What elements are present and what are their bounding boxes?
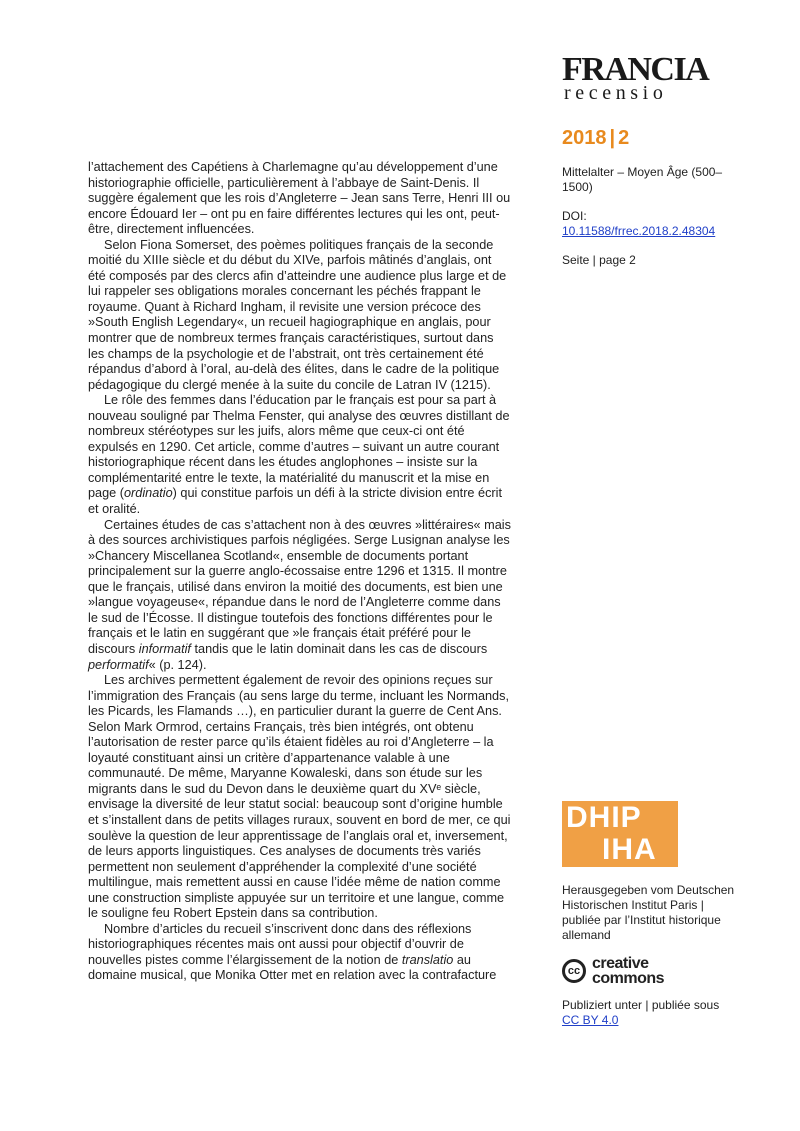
logo-subtitle: recensio bbox=[564, 82, 668, 104]
dhip-logo-text: DHIP bbox=[566, 801, 642, 834]
page-info: Seite | page 2 bbox=[562, 253, 636, 267]
doi-link[interactable]: 10.11588/frrec.2018.2.48304 bbox=[562, 224, 716, 238]
text-run: « (p. 124). bbox=[148, 657, 207, 672]
text-run: au domaine musical, que Monika Otter met en relation avec la contrafacture bbox=[88, 952, 497, 983]
license-text: Publiziert unter | publiée sous bbox=[562, 998, 720, 1012]
cc-icon: cc bbox=[562, 959, 586, 983]
paragraph-2: Selon Fiona Somerset, des poèmes politiques français de la seconde moitié du XIIIe siècle et du début du XIVe, parfois mâtinés d’anglais, ont été composés par des clercs afin d’atteindre une audience plus large et de lui rappeler ses obligations morales concernant les péchés frappant le royaume. Quant à Richard Ingham, il revisite une version précoce des »South English Legendary«, un recueil hagiographique en anglais, pour montrer que de nombreux termes français caractéristiques, surtout dans les champs de la psychologie et de l’abstrait, ont très certainement été répandus d’abord à l’oral, au-delà des élites, dans le cadre de la politique pédagogique du clergé menée à la suite du concile de Latran IV (1215). bbox=[88, 237, 507, 392]
text-run: Certaines études de cas s’attachent non à des œuvres »littéraires« mais à des sources archivistiques parfois négligées. Serge Lusignan analyse les »Chancery Miscellanea Scotland«, ensemble de documents portant principalement sur la guerre anglo-écossaise entre 1296 et 1315. Il montre que le français, utilisé dans environ la moitié des documents, est bien une »langue voyageuse«, répandue dans le nord de l’Angleterre comme dans le sud de l’Écosse. Il distingue toutefois des fonctions différentes pour le français et le latin en suggérant que »le français était préféré pour le discours bbox=[88, 517, 511, 656]
doi-label: DOI: bbox=[562, 209, 587, 223]
paragraph-5: Les archives permettent également de revoir des opinions reçues sur l’immigration des Français (au sens large du terme, incluant les Normands, les Picards, les Flamands …), en particulier durant la guerre de Cent Ans. Selon Mark Ormrod, certains Français, très bien intégrés, ont obtenu l’autorisation de rester parce qu’ils étaient fidèles au roi d’Angleterre – la loyauté constituant ainsi un critère d’appartenance valable à une communauté. De même, Maryanne Kowaleski, dans son étude sur les migrants dans le sud du Devon dans le deuxième quart du XVᵉ siècle, envisage la diversité de leur statut social: beaucoup sont d’origine humble et s’installent dans de petits villages ruraux, souvent en bord de mer, ce qui soulève la question de leur apprentissage de l’anglais oral et, inversement, de leurs apports linguistiques. Ces analyses de documents très variés permettent non seulement d’appréhender la complexité d’une société multilingue, mais remettent aussi en cause l’idée même de nation comme une construction simpliste appuyée sur un territoire et une langue, comme le souligne feu Robert Epstein dans sa contribution. bbox=[88, 673, 511, 921]
paragraph-3 bbox=[88, 393, 512, 517]
emphasis: translatio bbox=[401, 952, 454, 967]
paragraph-6 bbox=[88, 922, 512, 984]
emphasis: performatif bbox=[88, 657, 149, 672]
period-label: Mittelalter – Moyen Âge (500–1500) bbox=[562, 165, 723, 194]
issue-number bbox=[562, 126, 742, 150]
creative-commons-logo bbox=[562, 957, 702, 987]
dhip-iha-logo bbox=[562, 801, 678, 867]
publisher-text: Herausgegeben vom Deutschen Historischen Institut Paris | publiée par l’Institut historique allemand bbox=[562, 883, 735, 942]
text-run: Le rôle des femmes dans l’éducation par le français est pour sa part à nouveau souligné par Thelma Fenster, qui analyse des œuvres distillant de nombreux stéréotypes sur les juifs, alors même que ceux-ci ont été expulsés en 1290. Cet article, comme d’autres – suivant un autre courant historiographique récent dans les études anglophones – insiste sur la complémentarité entre le texte, la matérialité du manuscrit et la mise en page ( bbox=[88, 393, 510, 501]
francia-recensio-logo bbox=[562, 51, 722, 104]
emphasis: ordinatio bbox=[123, 486, 173, 501]
issue-year: 2018 bbox=[562, 127, 607, 149]
paragraph-4 bbox=[88, 518, 512, 673]
issue-no: 2 bbox=[618, 127, 630, 149]
text-run: tandis que le latin dominait dans les cas de discours bbox=[190, 641, 488, 656]
iha-logo-text: IHA bbox=[602, 833, 657, 866]
emphasis: informatif bbox=[138, 641, 191, 656]
cc-word-1: creative bbox=[592, 955, 649, 972]
logo-title: FRANCIA bbox=[562, 51, 709, 88]
article-body bbox=[88, 160, 512, 984]
cc-word-2: commons bbox=[592, 970, 665, 987]
cc-wordmark bbox=[592, 956, 664, 986]
paragraph-1: l’attachement des Capétiens à Charlemagne qu’au développement d’une historiographie officielle, particulièrement à l’abbaye de Saint-Denis. Il suggère également que les rois d’Angleterre – Jean sans Terre, Henri III ou encore Édouard Ier – ont pu en faire différentes lectures qui les ont, peut-être, directement influencées. bbox=[88, 160, 511, 237]
license-link[interactable]: CC BY 4.0 bbox=[562, 1013, 619, 1027]
text-run: Nombre d’articles du recueil s’inscrivent donc dans des réflexions historiographiques récentes mais ont aussi pour objectif d’ouvrir de nouvelles pistes comme l’élargissement de la notion de bbox=[88, 921, 472, 967]
issue-separator: | bbox=[609, 127, 616, 149]
text-run: ) qui constitue parfois un défi à la stricte division entre écrit et oralité. bbox=[88, 486, 502, 517]
